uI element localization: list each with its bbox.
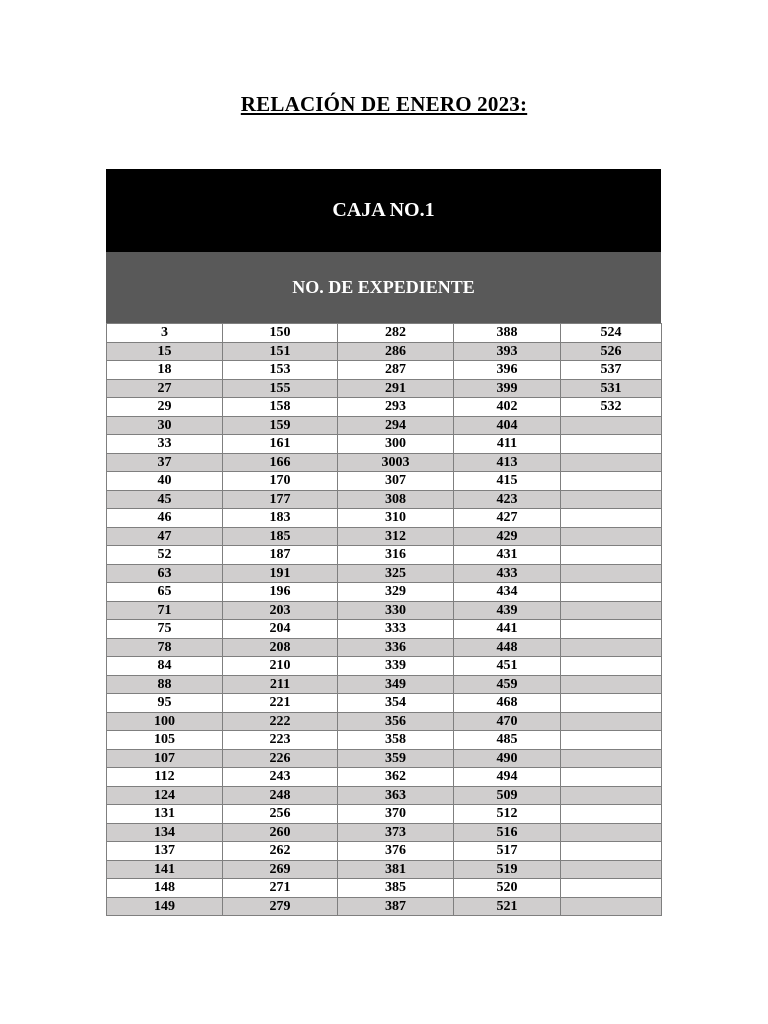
table-row [107,879,662,898]
table-row [107,509,662,528]
table-cell: 485 [454,731,561,750]
table-cell [561,620,662,639]
table-cell: 520 [454,879,561,898]
table-cell: 413 [454,453,561,472]
table-cell: 71 [107,601,223,620]
table-cell: 150 [223,324,338,343]
table-cell: 221 [223,694,338,713]
table-cell: 149 [107,897,223,916]
table-cell: 300 [338,435,454,454]
table-cell: 316 [338,546,454,565]
table-cell: 208 [223,638,338,657]
table-cell: 105 [107,731,223,750]
table-cell: 286 [338,342,454,361]
box-table [106,169,661,916]
table-cell: 325 [338,564,454,583]
table-cell: 159 [223,416,338,435]
table-cell [561,731,662,750]
table-cell: 516 [454,823,561,842]
table-cell: 166 [223,453,338,472]
table-cell: 415 [454,472,561,491]
table-cell: 381 [338,860,454,879]
table-cell: 282 [338,324,454,343]
table-cell: 148 [107,879,223,898]
table-cell [561,823,662,842]
file-number-grid [106,323,662,916]
table-cell: 512 [454,805,561,824]
table-cell: 185 [223,527,338,546]
table-cell: 177 [223,490,338,509]
table-cell [561,583,662,602]
table-cell: 107 [107,749,223,768]
table-cell: 112 [107,768,223,787]
table-cell [561,638,662,657]
table-row [107,546,662,565]
table-cell [561,768,662,787]
table-cell: 396 [454,361,561,380]
table-row [107,897,662,916]
table-cell: 243 [223,768,338,787]
table-cell: 431 [454,546,561,565]
table-cell: 307 [338,472,454,491]
table-cell [561,657,662,676]
table-cell [561,712,662,731]
table-row [107,583,662,602]
table-row [107,657,662,676]
table-cell: 434 [454,583,561,602]
table-cell [561,472,662,491]
table-cell: 226 [223,749,338,768]
table-cell: 370 [338,805,454,824]
table-cell: 63 [107,564,223,583]
table-cell: 222 [223,712,338,731]
table-cell: 211 [223,675,338,694]
table-cell: 393 [454,342,561,361]
table-cell: 404 [454,416,561,435]
table-cell: 47 [107,527,223,546]
table-row [107,731,662,750]
table-cell: 75 [107,620,223,639]
table-cell: 18 [107,361,223,380]
table-cell: 356 [338,712,454,731]
table-cell [561,527,662,546]
table-cell: 359 [338,749,454,768]
table-row [107,842,662,861]
table-cell [561,786,662,805]
table-cell: 399 [454,379,561,398]
table-cell: 248 [223,786,338,805]
table-cell: 187 [223,546,338,565]
table-cell: 441 [454,620,561,639]
table-cell: 312 [338,527,454,546]
table-cell [561,546,662,565]
table-cell: 308 [338,490,454,509]
table-cell: 330 [338,601,454,620]
table-cell: 294 [338,416,454,435]
table-row [107,749,662,768]
table-cell: 279 [223,897,338,916]
table-cell: 470 [454,712,561,731]
table-cell: 137 [107,842,223,861]
table-cell: 3003 [338,453,454,472]
table-cell: 27 [107,379,223,398]
table-cell: 402 [454,398,561,417]
table-row [107,490,662,509]
table-row [107,620,662,639]
table-row [107,361,662,380]
table-cell: 468 [454,694,561,713]
table-cell: 260 [223,823,338,842]
table-cell: 429 [454,527,561,546]
table-cell: 183 [223,509,338,528]
table-cell: 490 [454,749,561,768]
table-cell: 3 [107,324,223,343]
table-cell: 269 [223,860,338,879]
table-cell: 336 [338,638,454,657]
table-row [107,342,662,361]
table-cell: 155 [223,379,338,398]
table-cell: 537 [561,361,662,380]
table-cell: 30 [107,416,223,435]
table-cell: 210 [223,657,338,676]
table-cell [561,749,662,768]
document-title: RELACIÓN DE ENERO 2023: [240,92,528,116]
table-row [107,694,662,713]
table-cell: 37 [107,453,223,472]
table-cell: 151 [223,342,338,361]
table-cell: 451 [454,657,561,676]
table-cell: 134 [107,823,223,842]
table-cell: 385 [338,879,454,898]
table-cell [561,897,662,916]
table-cell: 524 [561,324,662,343]
table-cell: 95 [107,694,223,713]
table-cell [561,564,662,583]
table-cell: 411 [454,435,561,454]
table-cell: 388 [454,324,561,343]
table-cell: 427 [454,509,561,528]
table-cell [561,490,662,509]
table-cell [561,842,662,861]
table-cell [561,453,662,472]
table-cell: 521 [454,897,561,916]
table-row [107,712,662,731]
table-cell [561,860,662,879]
table-row [107,601,662,620]
table-cell: 339 [338,657,454,676]
table-cell: 124 [107,786,223,805]
table-cell: 29 [107,398,223,417]
table-cell [561,416,662,435]
table-row [107,324,662,343]
table-cell [561,879,662,898]
table-cell: 271 [223,879,338,898]
table-cell: 363 [338,786,454,805]
column-group-header: NO. DE EXPEDIENTE [106,252,661,323]
table-row [107,675,662,694]
table-cell: 153 [223,361,338,380]
table-cell: 33 [107,435,223,454]
table-cell: 387 [338,897,454,916]
table-cell: 65 [107,583,223,602]
table-row [107,638,662,657]
table-cell: 100 [107,712,223,731]
table-cell [561,675,662,694]
table-cell: 287 [338,361,454,380]
table-cell [561,435,662,454]
table-cell: 333 [338,620,454,639]
table-cell: 46 [107,509,223,528]
table-cell: 78 [107,638,223,657]
table-cell: 88 [107,675,223,694]
table-cell: 310 [338,509,454,528]
table-cell: 494 [454,768,561,787]
table-cell: 448 [454,638,561,657]
table-cell: 376 [338,842,454,861]
table-cell [561,509,662,528]
table-row [107,564,662,583]
table-cell: 45 [107,490,223,509]
table-cell: 191 [223,564,338,583]
table-cell: 262 [223,842,338,861]
table-cell: 532 [561,398,662,417]
table-cell: 531 [561,379,662,398]
table-cell: 439 [454,601,561,620]
table-row [107,768,662,787]
table-cell: 362 [338,768,454,787]
table-cell: 459 [454,675,561,694]
table-cell: 349 [338,675,454,694]
table-cell [561,601,662,620]
table-cell: 141 [107,860,223,879]
table-row [107,472,662,491]
table-cell: 161 [223,435,338,454]
table-cell: 158 [223,398,338,417]
table-cell: 196 [223,583,338,602]
table-row [107,527,662,546]
table-cell: 15 [107,342,223,361]
table-cell: 293 [338,398,454,417]
table-cell: 358 [338,731,454,750]
table-cell: 203 [223,601,338,620]
table-cell: 204 [223,620,338,639]
table-cell: 509 [454,786,561,805]
table-row [107,453,662,472]
table-cell: 256 [223,805,338,824]
table-cell [561,805,662,824]
table-cell: 373 [338,823,454,842]
table-row [107,823,662,842]
table-cell: 291 [338,379,454,398]
table-cell: 52 [107,546,223,565]
table-cell: 423 [454,490,561,509]
table-row [107,805,662,824]
table-cell: 517 [454,842,561,861]
table-cell: 223 [223,731,338,750]
table-cell: 354 [338,694,454,713]
table-cell: 131 [107,805,223,824]
table-cell: 433 [454,564,561,583]
box-header: CAJA NO.1 [106,169,661,252]
table-cell: 170 [223,472,338,491]
table-row [107,786,662,805]
table-row [107,435,662,454]
table-row [107,398,662,417]
table-cell: 519 [454,860,561,879]
table-cell [561,694,662,713]
table-cell: 526 [561,342,662,361]
table-row [107,416,662,435]
table-row [107,379,662,398]
table-row [107,860,662,879]
table-cell: 329 [338,583,454,602]
table-cell: 84 [107,657,223,676]
table-cell: 40 [107,472,223,491]
